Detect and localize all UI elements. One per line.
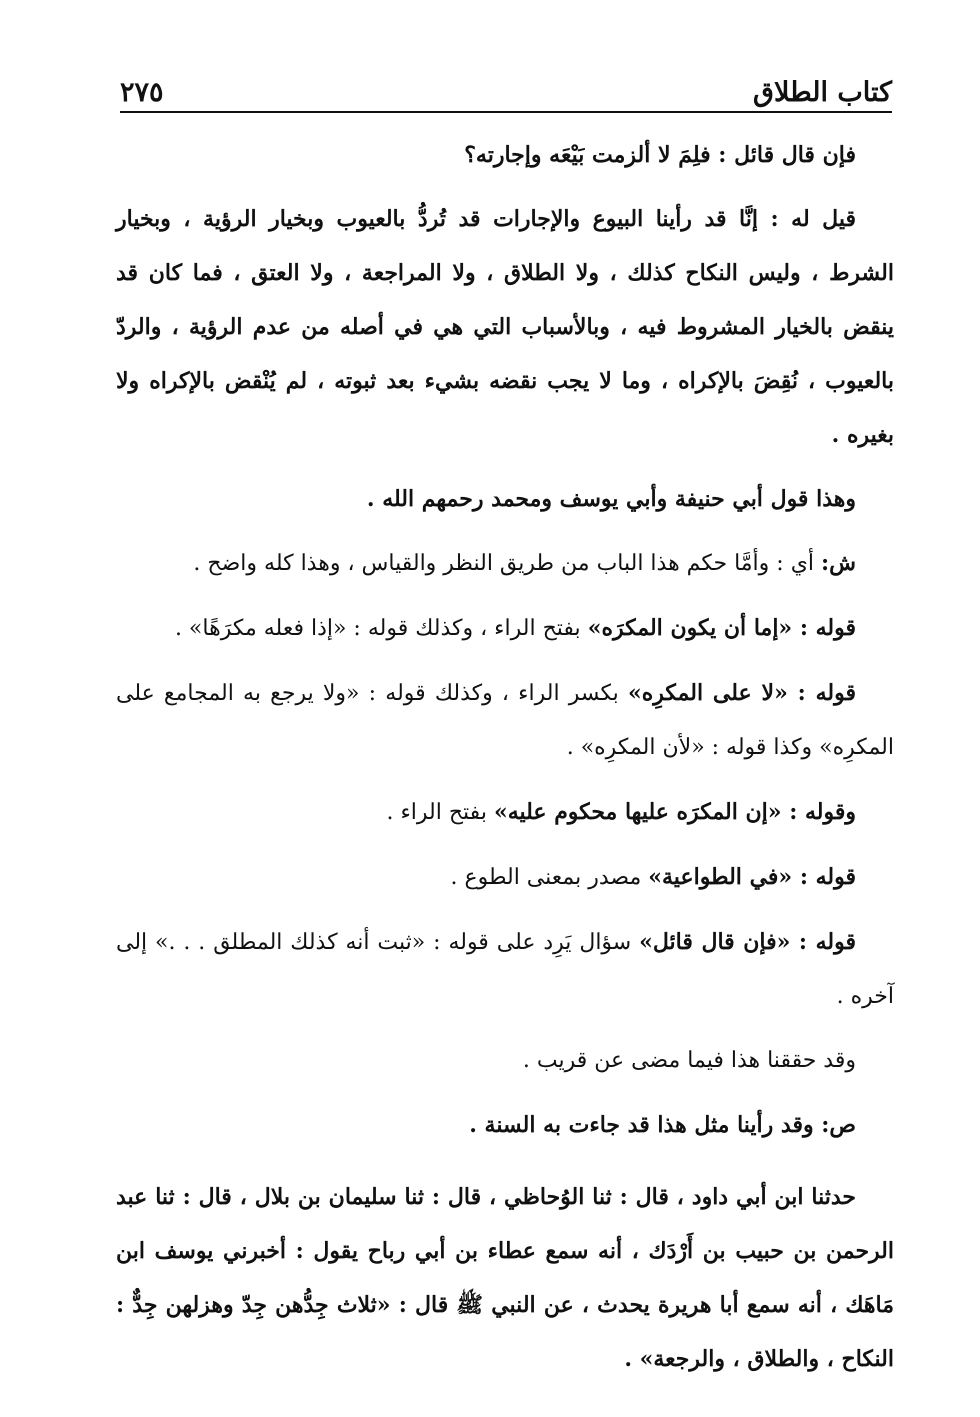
note-lead: قوله : «إما أن يكون المكرَه» <box>587 615 856 641</box>
paragraph-question: فإن قال قائل : فلِمَ لا ألزمت بَيْعَه وإجارته؟ <box>464 142 856 168</box>
commentary-text: أي : وأمَّا حكم هذا الباب من طريق النظر والقياس ، وهذا كله واضح . <box>193 551 822 576</box>
paragraph-text-sunnah: ص: وقد رأينا مثل هذا قد جاءت به السنة . <box>469 1112 856 1138</box>
note-text: مصدر بمعنى الطوع . <box>450 865 649 890</box>
page-body <box>116 128 894 1386</box>
paragraph-hadith: حدثنا ابن أبي داود ، قال : ثنا الوُحاظي ، قال : ثنا سليمان بن بلال ، قال : ثنا عبد الرحمن بن حبيب بن أَرْدَك ، أنه سمع عطاء بن أبي رباح يقول : أخبرني يوسف ابن مَاهَك ، أنه سمع أبا هريرة يحدث ، عن النبي ﷺ قال : «ثلاث جِدُّهن جِدّ وهزلهن جِدٌّ : النكاح ، والطلاق ، والرجعة» . <box>116 1184 894 1372</box>
header-divider <box>120 111 892 113</box>
note-text: بكسر الراء ، وكذلك قوله : «ولا يرجع به المجامع على المكرِه» وكذا قوله : «لأن المكرِه» . <box>116 681 894 760</box>
note-lead: وقوله : «إن المكرَه عليها محكوم عليه» <box>493 799 856 825</box>
paragraph-note-qaail <box>116 915 894 1024</box>
note-lead: قوله : «لا على المكرِه» <box>627 680 857 706</box>
note-lead: قوله : «في الطواعية» <box>648 864 856 890</box>
running-title: كتاب الطلاق <box>753 77 892 108</box>
paragraph-answer: قيل له : إنَّا قد رأينا البيوع والإجارات قد تُردُّ بالعيوب وبخيار الرؤية ، وبخيار الشرط ، وليس النكاح كذلك ، ولا الطلاق ، ولا المراجعة ، ولا العتق ، فما كان قد ينقض بالخيار المشروط فيه ، وبالأسباب التي هي في أصله من عدم الرؤية ، والردّ بالعيوب ، نُقِضَ بالإكراه ، وما لا يجب نقضه بشيء بعد ثبوته ، لم يُنْقض بالإكراه ولا بغيره . <box>116 206 894 448</box>
paragraph-note-tawaiya <box>116 850 894 905</box>
note-text: سؤال يَرِد على قوله : «ثبت أنه كذلك المطلق . . .» إلى آخره . <box>116 930 894 1009</box>
paragraph-note-mukrah-fath <box>116 601 894 656</box>
note-text: بفتح الراء . <box>386 800 494 825</box>
paragraph-attribution: وهذا قول أبي حنيفة وأبي يوسف ومحمد رحمهم الله . <box>366 486 856 512</box>
paragraph-note-mahkum <box>116 785 894 840</box>
paragraph-note-mukrih-kasr <box>116 666 894 775</box>
paragraph-commentary <box>116 536 894 591</box>
commentary-marker: ش: <box>821 550 856 576</box>
note-lead: قوله : «فإن قال قائل» <box>639 929 856 955</box>
note-text: بفتح الراء ، وكذلك قوله : «إذا فعله مكرَهًا» . <box>174 616 588 641</box>
paragraph-reference: وقد حققنا هذا فيما مضى عن قريب . <box>522 1048 856 1073</box>
page-header <box>120 62 892 108</box>
page-number: ٢٧٥ <box>120 77 164 108</box>
